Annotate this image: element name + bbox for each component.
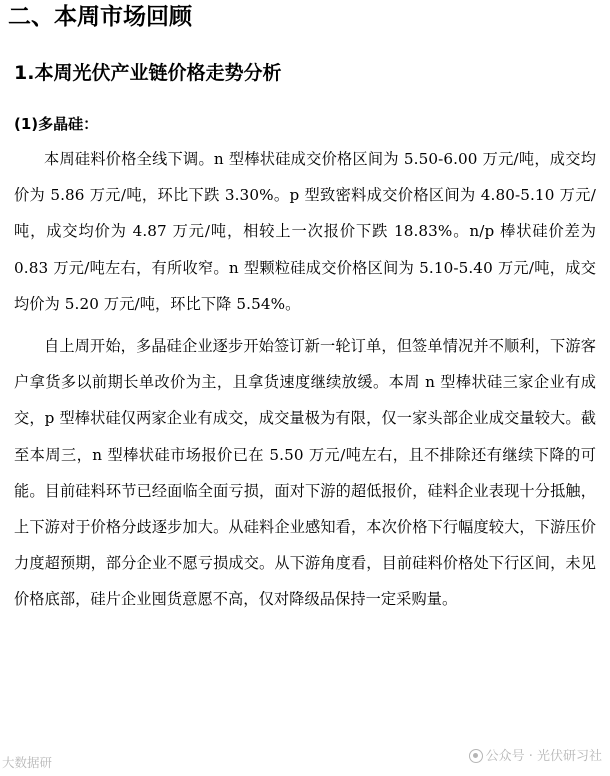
subsection-heading: 1.本周光伏产业链价格走势分析 — [14, 62, 282, 84]
watermark-right — [469, 745, 602, 764]
wechat-account-icon — [469, 749, 483, 763]
paragraph-price-summary: 本周硅料价格全线下调。n 型棒状硅成交价格区间为 5.50-6.00 万元/吨，成交均价为 5.86 万元/吨，环比下跌 3.30%。p 型致密料成交价格区间为 4.80-5.10 万元/吨，成交均价为 4.87 万元/吨，相较上一次报价下跌 18.83%。n/p 棒状硅价差为 0.83 万元/吨左右，有所收窄。n 型颗粒硅成交价格区间为 5.10-5.40 万元/吨，成交均价为 5.20 万元/吨，环比下降 5.54%。 — [14, 150, 596, 313]
watermark-left — [2, 753, 52, 771]
watermark-right-text: 公众号 · 光伏研习社 — [485, 749, 602, 764]
item-heading: (1)多晶硅： — [14, 115, 99, 133]
section-heading: 二、本周市场回顾 — [8, 4, 192, 30]
watermark-left-text: 大数据研 — [2, 755, 53, 770]
paragraph-market-analysis: 自上周开始，多晶硅企业逐步开始签订新一轮订单，但签单情况并不顺利，下游客户拿货多以前期长单改价为主，且拿货速度继续放缓。本周 n 型棒状硅三家企业有成交，p 型棒状硅仅两家企业有成交，成交量极为有限，仅一家头部企业成交量较大。截至本周三，n 型棒状硅市场报价已在 5.50 万元/吨左右，且不排除还有继续下降的可能。目前硅料环节已经面临全面亏损，面对下游的超低报价，硅料企业表现十分抵触，上下游对于价格分歧逐步加大。从硅料企业感知看，本次价格下行幅度较大，下游压价力度超预期，部分企业不愿亏损成交。从下游角度看，目前硅料价格处下行区间，未见价格底部，硅片企业囤货意愿不高，仅对降级品保持一定采购量。 — [14, 337, 596, 609]
